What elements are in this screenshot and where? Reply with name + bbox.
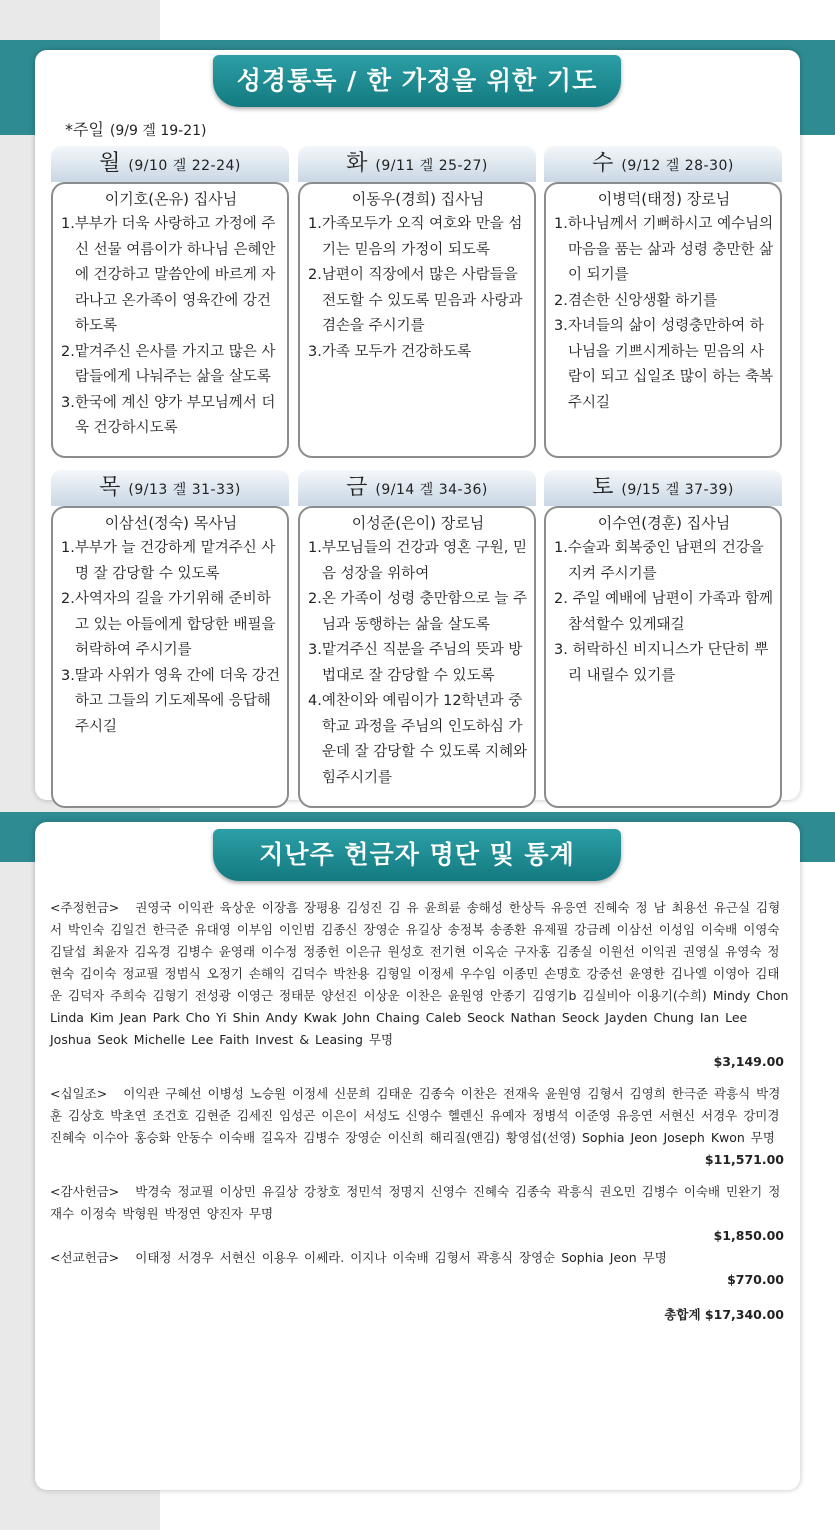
prayer-box	[298, 182, 536, 458]
prayer-item: 2.남편이 직장에서 많은 사람들을 전도할 수 있도록 믿음과 사랑과 겸손을 주시기를	[308, 267, 523, 334]
category-amount: $770.00	[727, 1272, 784, 1287]
prayer-item: 1.하나님께서 기뻐하시고 예수님의 마음을 품는 삶과 성령 충만한 삶이 되기를	[554, 216, 774, 283]
sunday-reading	[65, 117, 206, 140]
prayer-item: 3.자녀들의 삶이 성령충만하여 하나님을 기쁘시게하는 믿음의 사람이 되고 십일조 많이 하는 축복 주시길	[554, 318, 774, 411]
sunday-date: (9/9 겔 19-21)	[109, 123, 207, 139]
prayer-item: 2. 주일 예배에 남편이 가족과 함께 참석할수 있게돼길	[554, 591, 773, 633]
donor-names: 권영국 이익관 육상운 이장흠 장평용 김성진 김 유 윤희륜 송해성 한상득 유응연 진혜숙 정 남 최용선 유근실 김형서 박인숙 김일건 한극준 유대영 이부임 이인범 김종신 장영순 유길상 송정복 송종환 유제필 강금례 이삼선 이성임 이숙배 이영숙 김달섭 최윤자 김옥경 김병수 윤영래 이수정 정종헌 이은규 원성호 전기현 이옥순 구자홍 김종실 이원선 이익권 권영실 유영숙 정현숙 김이숙 정교필 정범식 오정기 손해익 김덕수 박찬용 김형일 이정세 우수임 이종민 손명호 강중선 윤영한 김나엘 이영아 김태운 김덕자 주희숙 김형기 전성광 이영근 정태문 양선진 이상운 이찬은 윤원영 안종기 김영기b 김실비아 이용기(수희) Mindy Chon Linda Kim Jean Park Cho Yi Shin Andy Kwak John Chaing Caleb Seock Nathan Seock Jayden Chung Ian Lee Joshua Seok Michelle Lee Faith Invest & Leasing 무명	[50, 900, 789, 1047]
category-label: <선교헌금>	[50, 1250, 120, 1265]
day-name: 화	[346, 151, 368, 176]
prayer-item: 2.맡겨주신 은사를 가지고 많은 사람들에게 나눠주는 삶을 살도록	[61, 343, 276, 385]
day-header	[298, 470, 536, 506]
category-label: <주정헌금>	[50, 900, 120, 915]
prayer-item: 3. 허락하신 비지니스가 단단히 뿌리 내릴수 있기를	[554, 642, 769, 684]
day-name: 월	[99, 151, 121, 176]
day-name: 토	[592, 475, 614, 500]
prayer-item: 1.수술과 회복중인 남편의 건강을 지켜 주시기를	[554, 540, 764, 582]
prayer-person: 이성준(은이) 장로님	[351, 514, 485, 532]
sunday-label: *주일	[65, 120, 104, 139]
category-label: <감사헌금>	[50, 1184, 120, 1199]
day-name: 목	[99, 475, 121, 500]
offering-category-weekly	[50, 897, 790, 1051]
prayer-item: 1.부부가 더욱 사랑하고 가정에 주신 선물 여름이가 하나님 은혜안에 건강하고 말씀안에 바르게 자라나고 온가족이 영육간에 강건 하도록	[61, 216, 276, 334]
category-amount: $3,149.00	[713, 1054, 784, 1069]
category-amount: $11,571.00	[704, 1152, 784, 1167]
prayer-person: 이병덕(태정) 장로님	[597, 190, 731, 208]
prayer-item: 1.가족모두가 오직 여호와 만을 섬기는 믿음의 가정이 되도록	[308, 216, 523, 258]
prayer-item: 3.딸과 사위가 영육 간에 더욱 강건하고 그들의 기도제목에 응답해 주시길	[61, 667, 280, 735]
prayer-list	[554, 536, 774, 689]
day-header	[298, 146, 536, 182]
day-name: 수	[592, 151, 614, 176]
prayer-person: 이동우(경희) 집사님	[351, 190, 485, 208]
prayer-item: 3.맡겨주신 직분을 주님의 뜻과 방법대로 잘 감당할 수 있도록	[308, 642, 523, 684]
prayer-box	[51, 506, 289, 808]
day-date: (9/14 겔 34-36)	[375, 482, 488, 498]
donor-names: 박경숙 정교필 이상민 유길상 강창호 정민석 정명지 신영수 진혜숙 김종숙 곽흥식 권오민 김병수 이숙배 민완기 정재수 이정숙 박형원 박정연 양진자 무명	[50, 1184, 781, 1221]
prayer-list	[61, 536, 281, 740]
day-card-tue	[298, 146, 536, 458]
prayer-box	[544, 506, 782, 808]
category-label: <십일조>	[50, 1086, 108, 1101]
offering-title: 지난주 헌금자 명단 및 통계	[213, 829, 621, 881]
donor-names: 이태정 서경우 서현신 이용우 이쎄라. 이지나 이숙배 김형서 곽흥식 장영순 Sophia Jeon 무명	[135, 1250, 667, 1265]
donor-names: 이익관 구혜선 이병성 노승원 이정세 신문희 김태운 김종숙 이찬은 전재욱 윤원영 김형서 김영희 한극준 곽흥식 박경훈 김상호 박초연 조건호 김현준 김세진 임성곤 이은이 서성도 신영수 헬렌신 유예자 정병석 이준영 유응연 서현신 서경우 강미경 진혜숙 이수아 홍승화 안동수 이숙배 길옥자 김병수 장영순 이신희 해리질(앤김) 황영섭(선영) Sophia Jeon Joseph Kwon 무명	[50, 1086, 781, 1145]
prayer-person: 이수연(경훈) 집사님	[597, 514, 731, 532]
day-date: (9/10 겔 22-24)	[128, 158, 241, 174]
prayer-item: 2.사역자의 길을 가기위해 준비하고 있는 아들에게 합당한 배필을 허락하여 주시기를	[61, 591, 276, 658]
offering-category-tithe	[50, 1083, 790, 1149]
day-card-fri	[298, 470, 536, 808]
prayer-item: 1.부부가 늘 건강하게 맡겨주신 사명 잘 감당할 수 있도록	[61, 540, 276, 582]
prayer-person: 이삼선(정숙) 목사님	[104, 514, 238, 532]
prayer-panel	[35, 50, 800, 800]
prayer-list	[308, 536, 528, 791]
prayer-item: 2.겸손한 신앙생활 하기를	[554, 292, 718, 309]
grand-total: 총합계 $17,340.00	[664, 1307, 784, 1322]
day-card-thu	[51, 470, 289, 808]
prayer-item: 2.온 가족이 성령 충만함으로 늘 주님과 동행하는 삶을 살도록	[308, 591, 527, 633]
day-date: (9/11 겔 25-27)	[375, 158, 488, 174]
prayer-item: 4.예찬이와 예림이가 12학년과 중학교 과정을 주님의 인도하심 가운데 잘 감당할 수 있도록 지혜와 힘주시기를	[308, 693, 528, 786]
offering-category-mission	[50, 1247, 790, 1269]
day-header	[544, 470, 782, 506]
day-card-mon	[51, 146, 289, 458]
day-header	[51, 470, 289, 506]
day-date: (9/15 겔 37-39)	[621, 482, 734, 498]
day-name: 금	[346, 475, 368, 500]
offering-panel	[35, 822, 800, 1490]
day-header	[544, 146, 782, 182]
prayer-item: 3.한국에 계신 양가 부모님께서 더욱 건강하시도록	[61, 394, 276, 436]
prayer-list	[61, 212, 281, 442]
prayer-item: 1.부모님들의 건강과 영혼 구원, 믿음 성장을 위하여	[308, 540, 527, 582]
prayer-box	[544, 182, 782, 458]
offering-stats	[50, 897, 790, 1323]
offering-category-thanks	[50, 1181, 790, 1225]
prayer-title: 성경통독 / 한 가정을 위한 기도	[213, 55, 621, 107]
category-amount: $1,850.00	[713, 1228, 784, 1243]
prayer-box	[51, 182, 289, 458]
prayer-list	[308, 212, 528, 365]
day-card-wed	[544, 146, 782, 458]
day-date: (9/12 겔 28-30)	[621, 158, 734, 174]
prayer-box	[298, 506, 536, 808]
prayer-list	[554, 212, 774, 416]
day-date: (9/13 겔 31-33)	[128, 482, 241, 498]
day-card-sat	[544, 470, 782, 808]
day-header	[51, 146, 289, 182]
prayer-item: 3.가족 모두가 건강하도록	[308, 343, 472, 360]
prayer-person: 이기호(온유) 집사님	[104, 190, 238, 208]
